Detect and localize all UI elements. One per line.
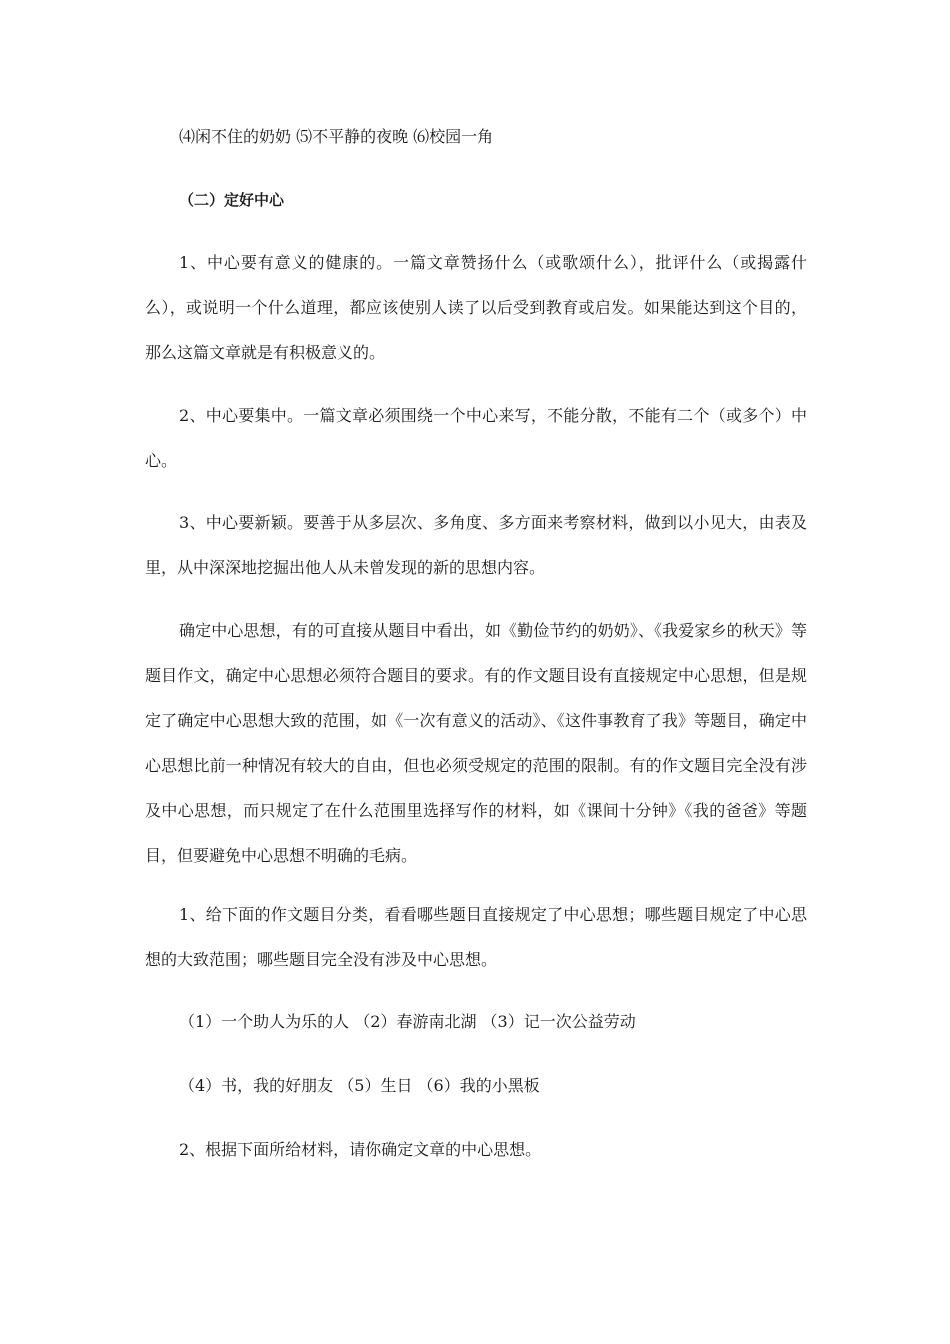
section-heading: （二）定好中心 xyxy=(179,191,285,209)
exercise-two-line: 2、根据下面所给材料，请你确定文章的中心思想。 xyxy=(179,1140,542,1159)
paragraph-focused-center: 2、中心要集中。一篇文章必须围绕一个中心来写，不能分散，不能有二个（或多个）中心。 xyxy=(145,406,807,470)
paragraph-exercise-one: 1、给下面的作文题目分类，看看哪些题目直接规定了中心思想；哪些题目规定了中心思想的大致范围；哪些题目完全没有涉及中心思想。 xyxy=(145,905,807,969)
exercise-titles-line-1: （1）一个助人为乐的人 （2）春游南北湖 （3）记一次公益劳动 xyxy=(179,1012,636,1031)
paragraph-novel-center: 3、中心要新颖。要善于从多层次、多角度、多方面来考察材料，做到以小见大，由表及里，从中深深地挖掘出他人从未曾发现的新的思想内容。 xyxy=(145,513,807,577)
exercise-titles-line-2: （4）书，我的好朋友 （5）生日 （6）我的小黑板 xyxy=(179,1076,540,1095)
paragraph-determine-center: 确定中心思想，有的可直接从题目中看出，如《勤俭节约的奶奶》、《我爱家乡的秋天》等题目作文，确定中心思想必须符合题目的要求。有的作文题目设有直接规定中心思想，但是规定了确定中心思想大致的范围，如《一次有意义的活动》、《这件事教育了我》等题目，确定中心思想比前一种情况有较大的自由，但也必须受规定的范围的限制。有的作文题目完全没有涉及中心思想，而只规定了在什么范围里选择写作的材料，如《课间十分钟》《我的爸爸》等题目，但要避免中心思想不明确的毛病。 xyxy=(145,621,807,865)
paragraph-meaningful-center: 1、中心要有意义的健康的。一篇文章赞扬什么（或歌颂什么），批评什么（或揭露什么），或说明一个什么道理，都应该使别人读了以后受到教育或启发。如果能达到这个目的，那么这篇文章就是有积极意义的。 xyxy=(145,253,807,362)
topic-list-line: ⑷闲不住的奶奶 ⑸不平静的夜晚 ⑹校园一角 xyxy=(179,127,494,146)
